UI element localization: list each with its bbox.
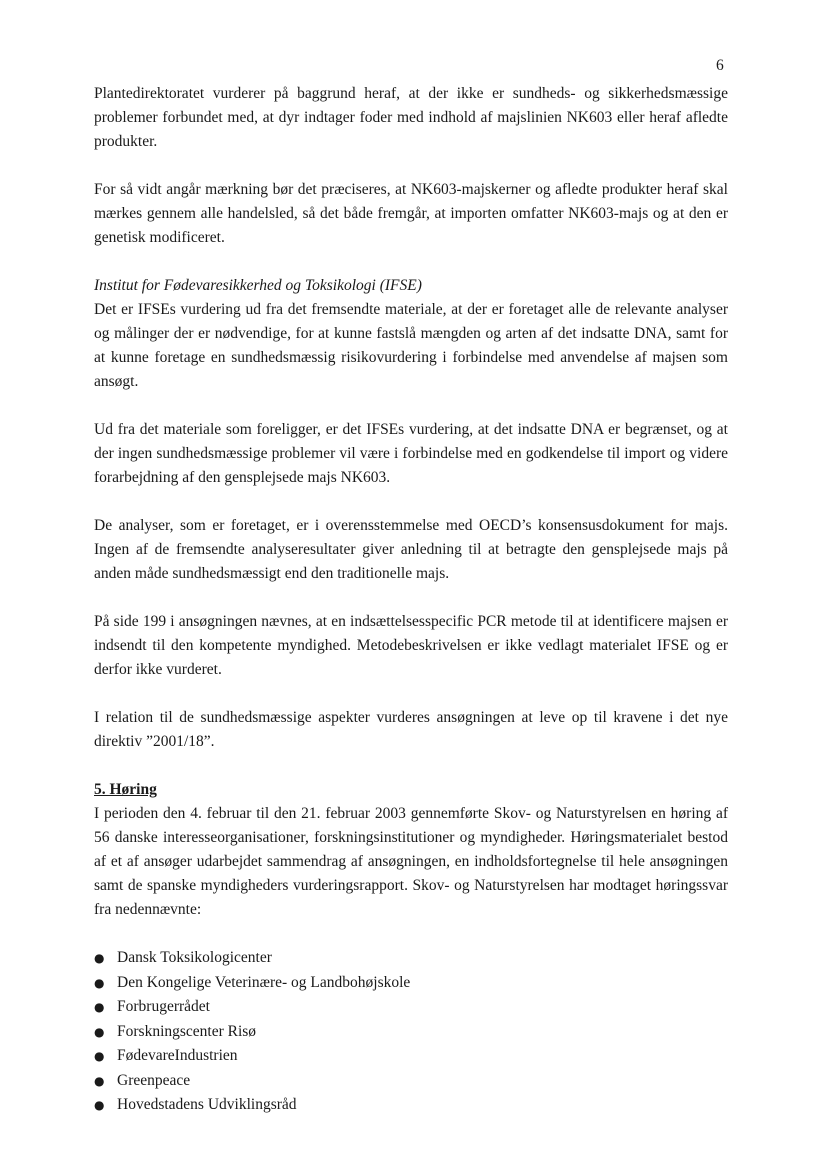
bullet-icon: ● [94,1073,105,1088]
list-item [94,1044,728,1069]
paragraph-plantedirektoratet: Plantedirektoratet vurderer på baggrund heraf, at der ikke er sundheds- og sikkerhedsmæssige problemer forbundet med, at dyr indtager foder med indhold af majslinien NK603 eller heraf afledte produkter. [94,85,728,150]
bullet-icon: ● [94,975,105,990]
bullet-icon: ● [94,1049,105,1063]
ifse-paragraph-3: De analyser, som er foretaget, er i overensstemmelse med OECD’s konsensusdokument for majs. Ingen af de fremsendte analyseresultater giver anledning til at betragte den gensplejsede majs på anden måde sundhedsmæssigt end den traditionelle majs. [94,517,728,582]
respondent-name: Forbrugerrådet [117,998,210,1015]
bullet-icon: ● [94,951,105,965]
respondents-list [94,946,728,1118]
list-item [94,1069,728,1094]
ifse-paragraph-1: Det er IFSEs vurdering ud fra det fremsendte materiale, at der er foretaget alle de relevante analyser og målinger der er nødvendige, for at kunne fastslå mængden og arten af det indsatte DNA, samt for at kunne foretage en sundhedsmæssig risikovurdering i forbindelse med anvendelse af majsen som ansøgt. [94,301,728,390]
document-body [94,82,728,1118]
list-item [94,1020,728,1045]
hoering-paragraph: I perioden den 4. februar til den 21. februar 2003 gennemførte Skov- og Naturstyrelsen en høring af 56 danske interesseorganisationer, forskningsinstitutioner og myndigheder. Høringsmaterialet bestod af et af ansøger udarbejdet sammendrag af ansøgningen, en indholdsfortegnelse til hele ansøgningen samt de spanske myndigheders vurderingsrapport. Skov- og Naturstyrelsen har modtaget høringssvar fra nedennævnte: [94,805,728,918]
list-item [94,1093,728,1118]
respondent-name: FødevareIndustrien [117,1047,238,1064]
respondent-name: Dansk Toksikologicenter [117,949,272,966]
respondent-name: Forskningscenter Risø [117,1022,257,1040]
ifse-heading: Institut for Fødevaresikkerhed og Toksikologi (IFSE) [94,277,422,294]
ifse-paragraph-2: Ud fra det materiale som foreligger, er det IFSEs vurdering, at det indsatte DNA er begrænset, og at der ingen sundhedsmæssige problemer vil være i forbindelse med en godkendelse til import og videre forarbejdning af den gensplejsede majs NK603. [94,421,728,486]
bullet-icon: ● [94,1000,105,1014]
section-heading-hoering: 5. Høring [94,781,157,798]
paragraph-maerkning: For så vidt angår mærkning bør det præciseres, at NK603-majskerner og afledte produkter heraf skal mærkes gennem alle handelsled, så det både fremgår, at importen omfatter NK603-majs og at den er genetisk modificeret. [94,181,728,246]
list-item [94,971,728,996]
respondent-name: Den Kongelige Veterinære- og Landbohøjskole [117,973,411,991]
ifse-paragraph-4: På side 199 i ansøgningen nævnes, at en indsættelsesspecific PCR metode til at identificere majsen er indsendt til den kompetente myndighed. Metodebeskrivelsen er ikke vedlagt materialet IFSE og er derfor ikke vurderet. [94,613,728,678]
list-item [94,946,728,971]
respondent-name: Hovedstadens Udviklingsråd [117,1096,297,1113]
bullet-icon: ● [94,1024,105,1039]
page-number: 6 [716,57,724,74]
ifse-paragraph-5: I relation til de sundhedsmæssige aspekter vurderes ansøgningen at leve op til kravene i det nye direktiv ”2001/18”. [94,709,728,750]
bullet-icon: ● [94,1098,105,1112]
list-item [94,995,728,1020]
respondent-name: Greenpeace [117,1071,191,1089]
